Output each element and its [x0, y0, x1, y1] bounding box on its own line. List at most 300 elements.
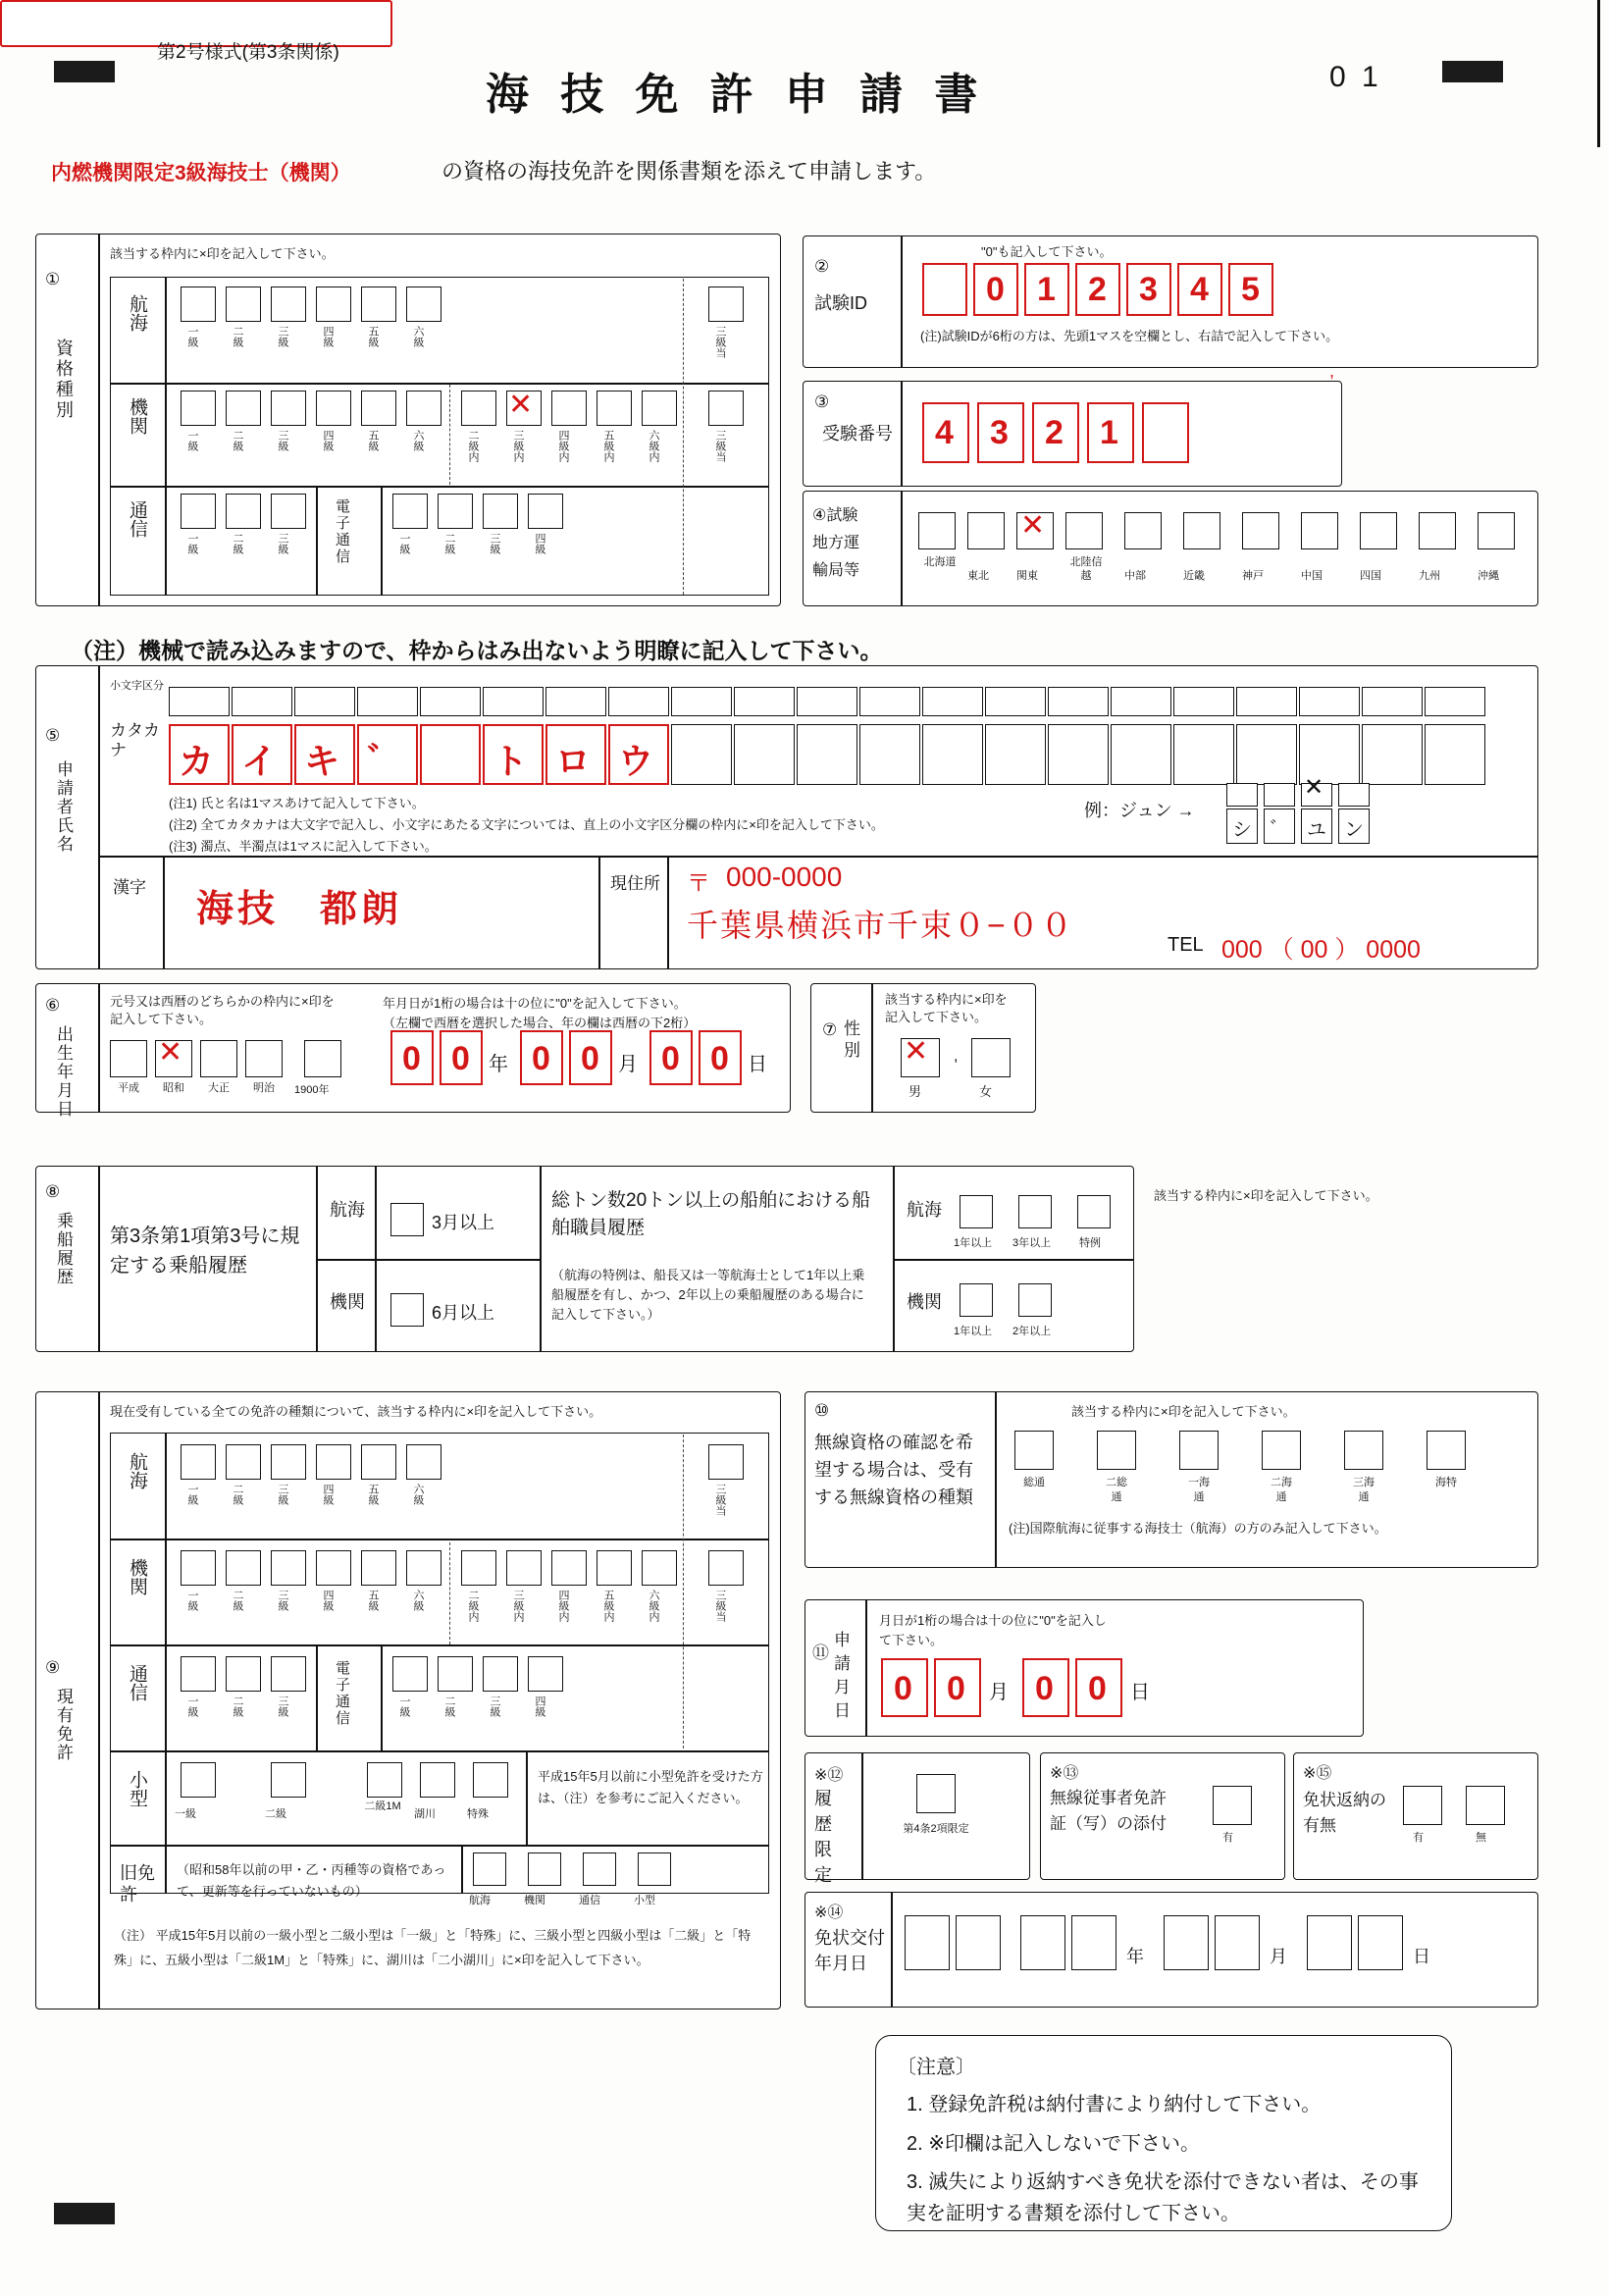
s5-hsep [98, 856, 1538, 858]
s3-value-1: 3 [990, 414, 1009, 451]
s4-opt-label-10: 沖縄 [1478, 570, 1499, 582]
kogaji-cell-3[interactable] [357, 687, 418, 716]
s6-era-label-0: 平成 [118, 1082, 139, 1094]
s5-example-text-2: ユ [1307, 819, 1326, 841]
kogaji-cell-17[interactable] [1236, 687, 1297, 716]
s4-opt-0[interactable] [918, 512, 956, 549]
s1-kokai-grade-5[interactable] [361, 287, 396, 322]
s1-tsushin-grade-1[interactable] [181, 494, 216, 529]
s1-kokai-grade-6[interactable] [406, 287, 441, 322]
s9-kikan-inner-1[interactable] [461, 1550, 496, 1586]
s11-month-unit: 月 [989, 1682, 1009, 1703]
s9-kokai-name: 航海 [127, 1452, 147, 1489]
s8-desc-title: 総トン数20トン以上の船舶における船舶職員履歴 [551, 1190, 871, 1238]
notice-title: 〔注意〕 [897, 2057, 975, 2078]
s9-kikan-inner-2[interactable] [506, 1550, 542, 1586]
s9-tsushin-label-2: 二級 [232, 1696, 243, 1717]
s1-den-sep2 [381, 486, 383, 596]
s9-tsushin-2[interactable] [226, 1656, 261, 1692]
s4-opt-label-4: 中部 [1124, 570, 1146, 582]
s9-kikan-label-4: 四級 [322, 1590, 334, 1611]
s8-row-1-box[interactable] [390, 1293, 424, 1327]
s1-kikan-grade-6[interactable] [406, 391, 441, 426]
s4-opt-label-7: 中国 [1301, 570, 1323, 582]
s3-cell-4[interactable] [1142, 402, 1189, 463]
kogaji-cell-1[interactable] [232, 687, 292, 716]
s9-kogata-sidesep [526, 1750, 528, 1845]
s10-opt-0[interactable] [1014, 1431, 1054, 1470]
katakana-cell-12[interactable] [922, 724, 983, 785]
katakana-value-3: ゛ [367, 741, 403, 781]
s1-den-label-3: 三級 [489, 533, 500, 554]
s1-den-sep [316, 486, 318, 596]
katakana-cell-16[interactable] [1173, 724, 1234, 785]
s5-postal-value: 000-0000 [726, 861, 843, 892]
s1-den-grade-2[interactable] [438, 494, 473, 529]
s8-right-0-label-1: 3年以上 [1012, 1237, 1052, 1249]
s9-kyu-name: 旧免許 [120, 1863, 155, 1905]
s9-kogata-2[interactable] [271, 1762, 306, 1798]
s9-kikan-inner-3[interactable] [551, 1550, 587, 1586]
s1-kikan-extra-box[interactable] [708, 391, 744, 426]
s10-note-bottom: (注)国際航海に従事する海技士（航海）の方のみ記入して下さい。 [1009, 1521, 1387, 1536]
section4-label-1: 地方運 [812, 535, 860, 551]
s9-kokai-label-1: 一級 [186, 1484, 198, 1505]
s8-sep-row [316, 1259, 540, 1261]
s10-opt-label-2: 一海通 [1188, 1477, 1210, 1503]
s6-day-val-0: 0 [661, 1040, 680, 1077]
s5-address-label: 現住所 [610, 874, 660, 893]
s4-opt-label-9: 九州 [1419, 570, 1440, 582]
s9-kogata-1[interactable] [181, 1762, 216, 1798]
s7-opt-label-1: 女 [979, 1084, 993, 1099]
s6-era-3[interactable] [245, 1040, 283, 1077]
s1-kikan-inner-1[interactable] [461, 391, 496, 426]
section8-label: 乗船履歴 [54, 1212, 73, 1286]
s8-row-1-period: 6月以上 [432, 1303, 495, 1323]
section7-div [871, 983, 873, 1113]
s5-kanji-sep [163, 856, 165, 969]
s5-addr-sep [598, 856, 600, 969]
s9-kikan-extra-box[interactable] [708, 1550, 744, 1586]
kogaji-cell-13[interactable] [985, 687, 1046, 716]
s9-kikan-inner-label-1: 二級内 [467, 1590, 479, 1622]
s8-row-0-name: 航海 [330, 1200, 365, 1220]
s15-opt-1[interactable] [1466, 1786, 1505, 1825]
s2-id-value-2: 1 [1037, 271, 1056, 308]
section1-row-sep-2 [110, 486, 769, 488]
s6-month-unit: 月 [618, 1054, 638, 1075]
s9-kyu-kind-label-1: 機関 [524, 1895, 545, 1906]
section2-label: 試験ID [814, 293, 867, 313]
s9-kokai-extra-box[interactable] [708, 1444, 744, 1480]
s1-kokai-extra-box[interactable] [708, 287, 744, 322]
s9-kikan-inner-5[interactable] [642, 1550, 677, 1586]
s9-kogata-4[interactable] [420, 1762, 455, 1798]
s6-era-label-1: 昭和 [163, 1082, 184, 1094]
s9-kyu-kind-2[interactable] [583, 1852, 616, 1886]
section15-label: 免状返納の有無 [1303, 1791, 1386, 1835]
s5-note-3: (注3) 濁点、半濁点は1マスに記入して下さい。 [169, 839, 438, 854]
s2-id-cell-0[interactable] [922, 263, 967, 316]
s14-month-0[interactable] [1164, 1915, 1209, 1970]
section1-inner-frame [110, 277, 769, 596]
s8-right-1-opt-0[interactable] [960, 1283, 993, 1317]
s1-kokai-label-1: 一級 [186, 326, 198, 347]
section12-label: 履歴限定 [814, 1789, 832, 1885]
s1-kikan-inner-label-2: 三級内 [512, 430, 524, 462]
s5-katakana-label: カタカナ [110, 721, 160, 759]
s13-option-label: 有 [1222, 1832, 1233, 1844]
s10-opt-3[interactable] [1262, 1431, 1301, 1470]
kogaji-cell-4[interactable] [420, 687, 481, 716]
s6-day-val-1: 0 [710, 1040, 729, 1077]
s15-opt-0[interactable] [1403, 1786, 1442, 1825]
s1-kikan-label-3: 三級 [277, 430, 288, 451]
s4-opt-label-8: 四国 [1360, 570, 1381, 582]
s6-seireki-label: 1900年 [294, 1084, 330, 1096]
s4-opt-8[interactable] [1360, 512, 1397, 549]
katakana-cell-9[interactable] [734, 724, 795, 785]
s9-den-label-4: 四級 [534, 1696, 545, 1717]
s9-kogata-3[interactable] [367, 1762, 402, 1798]
s1-kikan-grade-1[interactable] [181, 391, 216, 426]
kogaji-cell-9[interactable] [734, 687, 795, 716]
section1-name-col-sep [165, 277, 167, 596]
katakana-value-1: イ [241, 741, 278, 781]
s8-right-row-1-name: 機関 [907, 1292, 942, 1312]
s1-kokai-grade-4[interactable] [316, 287, 351, 322]
s1-den-label-1: 一級 [398, 533, 410, 554]
s1-kikan-grade-5[interactable] [361, 391, 396, 426]
s9-tsushin-3[interactable] [271, 1656, 306, 1692]
section10-no: ⑩ [814, 1401, 830, 1420]
s1-den-grade-4[interactable] [528, 494, 563, 529]
notice-item-2: 2. ※印欄は記入しないで下さい。 [907, 2133, 1200, 2155]
s1-kikan-extra-label: 三級当 [714, 430, 726, 462]
s10-opt-4[interactable] [1344, 1431, 1383, 1470]
s9-den-2[interactable] [438, 1656, 473, 1692]
kogaji-cell-10[interactable] [797, 687, 857, 716]
s1-kokai-label-3: 三級 [277, 326, 288, 347]
s7-opt-0-xmark: ✕ [904, 1035, 929, 1068]
katakana-value-2: キ [304, 741, 340, 781]
s1-kikan-inner-4[interactable] [597, 391, 632, 426]
s1-den-label-4: 四級 [534, 533, 545, 554]
kogaji-cell-6[interactable] [545, 687, 606, 716]
s1-kikan-inner-3[interactable] [551, 391, 587, 426]
s4-opt-6[interactable] [1242, 512, 1279, 549]
s9-kikan-inner-4[interactable] [597, 1550, 632, 1586]
machine-note: （注）機械で読み込みますので、枠からはみ出ないよう明瞭に記入して下さい。 [71, 638, 883, 663]
s9-kikan-inner-label-2: 三級内 [512, 1590, 524, 1622]
s11-note: 月日が1桁の場合は十の位に"0"を記入して下さい。 [879, 1613, 1107, 1647]
kogaji-cell-11[interactable] [859, 687, 920, 716]
s9-kokai-label-4: 四級 [322, 1484, 334, 1505]
s8-right-0-opt-1[interactable] [1018, 1195, 1052, 1228]
s5-example-label: 例：ジュン → [1084, 801, 1195, 820]
s9-kogata-5[interactable] [473, 1762, 508, 1798]
s15-opt-label-0: 有 [1413, 1832, 1424, 1844]
s10-opt-2[interactable] [1179, 1431, 1219, 1470]
s8-right-0-opt-2[interactable] [1077, 1195, 1111, 1228]
s9-kikan-label-2: 二級 [232, 1590, 243, 1611]
section9-label: 現有免許 [54, 1688, 73, 1762]
katakana-cell-8[interactable] [671, 724, 732, 785]
s9-kokai-6[interactable] [406, 1444, 441, 1480]
section9-no: ⑨ [45, 1658, 61, 1677]
s9-kokai-5[interactable] [361, 1444, 396, 1480]
kogaji-cell-0[interactable] [169, 687, 230, 716]
s11-day-val-0: 0 [1035, 1670, 1054, 1707]
s1-kikan-grade-2[interactable] [226, 391, 261, 426]
s9-kyu-kind-label-3: 小型 [634, 1895, 655, 1906]
s9-kikan-4[interactable] [316, 1550, 351, 1586]
kogaji-cell-18[interactable] [1299, 687, 1360, 716]
s1-den-grade-1[interactable] [392, 494, 428, 529]
s8-sep-2 [375, 1166, 377, 1352]
section14-no: ※⑭ [814, 1905, 844, 1921]
kogaji-cell-12[interactable] [922, 687, 983, 716]
s1-kikan-label-1: 一級 [186, 430, 198, 451]
section1-divider [98, 234, 100, 606]
s10-opt-5[interactable] [1427, 1431, 1466, 1470]
section1-no: ① [45, 270, 61, 288]
s9-kyu-desc: （昭和58年以前の甲・乙・丙種等の資格であって、更新等を行っていないもの） [177, 1862, 446, 1899]
s7-opt-1[interactable] [971, 1038, 1011, 1077]
s9-den-label-3: 三級 [489, 1696, 500, 1717]
s10-opt-label-3: 二海通 [1271, 1477, 1292, 1503]
s9-kikan-label-6: 六級 [412, 1590, 424, 1611]
s4-opt-3[interactable] [1065, 512, 1103, 549]
s1-tsushin-grade-3[interactable] [271, 494, 306, 529]
s1-row-kikan-name: 機関 [127, 397, 147, 435]
s9-kyu-kind-1[interactable] [528, 1852, 561, 1886]
kogaji-cell-2[interactable] [294, 687, 355, 716]
s1-kokai-label-4: 四級 [322, 326, 334, 347]
form-code: 第2号様式(第3条関係) [157, 42, 339, 63]
s14-year-3[interactable] [1071, 1915, 1116, 1970]
s4-opt-2-xmark: ✕ [1020, 509, 1046, 542]
s6-era-0[interactable] [110, 1040, 147, 1077]
section4-div [901, 491, 903, 606]
section3-no: ③ [814, 392, 830, 411]
s8-right-0-label-0: 1年以上 [954, 1237, 993, 1249]
s9-kogata-side-note: 平成15年5月以前に小型免許を受けた方は、（注）を参考にご記入ください。 [538, 1769, 763, 1805]
s9-kyu-kind-0[interactable] [473, 1852, 506, 1886]
s8-right-row-0-name: 航海 [907, 1200, 942, 1220]
s14-month-1[interactable] [1215, 1915, 1260, 1970]
s8-sep-right-row [893, 1259, 1134, 1261]
s9-kokai-4[interactable] [316, 1444, 351, 1480]
s1-tsushin-grade-2[interactable] [226, 494, 261, 529]
s14-day-0[interactable] [1307, 1915, 1352, 1970]
s8-right-0-label-2: 特例 [1079, 1237, 1101, 1249]
section1-label: 資格種別 [54, 339, 74, 421]
katakana-value-6: ロ [555, 741, 592, 781]
s1-den-grade-3[interactable] [483, 494, 518, 529]
s9-kikan-label-5: 五級 [367, 1590, 379, 1611]
s9-note: 現在受有している全ての免許の種類について、該当する枠内に×印を記入して下さい。 [110, 1404, 602, 1419]
katakana-cell-17[interactable] [1236, 724, 1297, 785]
section2-no: ② [814, 257, 830, 276]
s1-tsushin-label-2: 二級 [232, 533, 243, 554]
katakana-value-7: ウ [618, 741, 654, 781]
s9-kikan-5[interactable] [361, 1550, 396, 1586]
s12-box[interactable] [916, 1774, 956, 1813]
kogaji-cell-8[interactable] [671, 687, 732, 716]
s7-separator: , [954, 1048, 959, 1065]
s4-opt-7[interactable] [1301, 512, 1338, 549]
s14-year-2[interactable] [1020, 1915, 1065, 1970]
s8-desc-note: （航海の特例は、船長又は一等航海士として1年以上乗船履歴を有し、かつ、2年以上の乗船履歴のある場合に記入して下さい。） [551, 1268, 865, 1322]
s1-kikan-inner-2-xmark: ✕ [508, 389, 534, 421]
s8-right-0-opt-0[interactable] [960, 1195, 993, 1228]
section14-label: 免状交付年月日 [814, 1928, 885, 1973]
s1-kokai-label-2: 二級 [232, 326, 243, 347]
s4-opt-label-0: 北海道 [923, 556, 957, 568]
s1-row-tsushin-name: 通信 [127, 500, 147, 538]
kogaji-cell-19[interactable] [1362, 687, 1423, 716]
s6-year-unit: 年 [489, 1054, 508, 1075]
s14-month-unit: 月 [1270, 1947, 1287, 1966]
katakana-cell-4[interactable] [420, 724, 481, 785]
kogaji-cell-14[interactable] [1048, 687, 1109, 716]
s1-tsushin-label-1: 一級 [186, 533, 198, 554]
section11-div [865, 1599, 867, 1737]
s5-addr-sep2 [667, 856, 669, 969]
kogaji-cell-7[interactable] [608, 687, 669, 716]
s5-example-kogaji-0[interactable] [1226, 783, 1258, 807]
s9-kokai-3[interactable] [271, 1444, 306, 1480]
s1-kikan-grade-4[interactable] [316, 391, 351, 426]
katakana-cell-13[interactable] [985, 724, 1046, 785]
s9-kokai-label-6: 六級 [412, 1484, 424, 1505]
s10-opt-1[interactable] [1097, 1431, 1136, 1470]
s9-kyu-kind-3[interactable] [638, 1852, 671, 1886]
s9-kikan-label-1: 一級 [186, 1590, 198, 1611]
s4-opt-10[interactable] [1478, 512, 1515, 549]
katakana-cell-20[interactable] [1425, 724, 1485, 785]
s6-era-label-3: 明治 [253, 1082, 275, 1094]
s15-opt-label-1: 無 [1476, 1832, 1486, 1844]
s1-kokai-grade-2[interactable] [226, 287, 261, 322]
s4-opt-1[interactable] [967, 512, 1005, 549]
katakana-cell-10[interactable] [797, 724, 857, 785]
s9-kikan-6[interactable] [406, 1550, 441, 1586]
s9-kyu-sep [461, 1845, 463, 1894]
s3-value-0: 4 [935, 414, 954, 451]
s9-kokai-2[interactable] [226, 1444, 261, 1480]
s4-opt-4[interactable] [1124, 512, 1162, 549]
s9-kikan-inner-label-4: 五級内 [602, 1590, 614, 1622]
s9-den-1[interactable] [392, 1656, 428, 1692]
s9-tsushin-1[interactable] [181, 1656, 216, 1692]
s4-opt-5[interactable] [1183, 512, 1220, 549]
s10-opt-label-4: 三海通 [1353, 1477, 1375, 1503]
kogaji-cell-20[interactable] [1425, 687, 1485, 716]
section4-label-2: 輸局等 [812, 562, 860, 579]
s1-kokai-grade-1[interactable] [181, 287, 216, 322]
s9-kikan-label-3: 三級 [277, 1590, 288, 1611]
s9-kokai-1[interactable] [181, 1444, 216, 1480]
section6-no: ⑥ [45, 996, 61, 1015]
s4-opt-label-6: 神戸 [1242, 570, 1264, 582]
s1-kikan-inner-label-4: 五級内 [602, 430, 614, 462]
section2-div [901, 235, 903, 368]
s9-kogata-label-4: 湖川 [414, 1808, 436, 1820]
apply-sentence: の資格の海技免許を関係書類を添えて申請します。 [441, 159, 937, 183]
section2-note-bottom: (注)試験IDが6桁の方は、先頭1マスを空欄とし、右詰で記入して下さい。 [920, 329, 1339, 343]
s9-kikan-1[interactable] [181, 1550, 216, 1586]
katakana-cell-19[interactable] [1362, 724, 1423, 785]
s9-den-4[interactable] [528, 1656, 563, 1692]
section4-no: ④試験 [812, 507, 858, 524]
section5-no: ⑤ [45, 726, 61, 745]
kogaji-cell-5[interactable] [483, 687, 544, 716]
s5-tel-label: TEL [1168, 934, 1204, 956]
s9-den-sep2 [381, 1644, 383, 1750]
s6-era-2[interactable] [200, 1040, 237, 1077]
section10-div [995, 1391, 997, 1568]
section3-div [901, 381, 903, 487]
s9-tsushin-label-1: 一級 [186, 1696, 198, 1717]
s9-footnote: （注） 平成15年5月以前の一級小型と二級小型は「一級」と「特殊」に、三級小型と四級小型は「二級」と「特殊」に、五級小型は「二級1M」と「特殊」に、湖川は「二小湖川」に×印を記入して下さい。 [114, 1928, 752, 1967]
s5-note-2: (注2) 全てカタカナは大文字で記入し、小文字にあたる文字については、直上の小文字区分欄の枠内に×印を記入して下さい。 [169, 817, 884, 832]
s9-kikan-2[interactable] [226, 1550, 261, 1586]
s5-example-kogaji-1[interactable] [1264, 783, 1295, 807]
s5-example-text-3: ン [1344, 819, 1364, 841]
s6-seireki-box[interactable] [304, 1040, 341, 1077]
katakana-value-0: カ [179, 741, 215, 781]
katakana-cell-14[interactable] [1048, 724, 1109, 785]
s14-year-0[interactable] [905, 1915, 950, 1970]
s1-kikan-inner-5[interactable] [642, 391, 677, 426]
s10-note-top: 該当する枠内に×印を記入して下さい。 [1071, 1404, 1296, 1419]
s8-row-0-box[interactable] [390, 1203, 424, 1236]
s9-den-3[interactable] [483, 1656, 518, 1692]
section8-div [98, 1166, 100, 1352]
s14-day-1[interactable] [1358, 1915, 1403, 1970]
s5-example-kogaji-3[interactable] [1338, 783, 1370, 807]
s9-rsep-2 [110, 1644, 769, 1646]
s8-main-text: 第3条第1項第3号に規定する乗船履歴 [110, 1226, 300, 1277]
s9-rsep-1 [110, 1539, 769, 1540]
katakana-cell-11[interactable] [859, 724, 920, 785]
s8-right-1-opt-1[interactable] [1018, 1283, 1052, 1317]
s13-box[interactable] [1213, 1786, 1252, 1825]
katakana-cell-15[interactable] [1111, 724, 1171, 785]
s1-kikan-label-2: 二級 [232, 430, 243, 451]
s9-kogata-label-2: 二級 [265, 1808, 286, 1820]
s14-year-1[interactable] [956, 1915, 1001, 1970]
section10-label: 無線資格の確認を希望する場合は、受有する無線資格の種類 [814, 1433, 973, 1507]
s1-kikan-grade-3[interactable] [271, 391, 306, 426]
s4-opt-9[interactable] [1419, 512, 1456, 549]
s1-kokai-label-6: 六級 [412, 326, 424, 347]
kogaji-cell-16[interactable] [1173, 687, 1234, 716]
s5-example-kogaji-2-xmark: ✕ [1304, 774, 1324, 801]
s9-kikan-3[interactable] [271, 1550, 306, 1586]
s6-note-3: （左欄で西暦を選択した場合、年の欄は西暦の下2桁） [383, 1016, 697, 1030]
kogaji-cell-15[interactable] [1111, 687, 1171, 716]
s5-kogaji-label: 小文字区分 [110, 680, 164, 692]
s11-month-val-1: 0 [947, 1670, 965, 1707]
s1-kokai-grade-3[interactable] [271, 287, 306, 322]
register-mark-bottom-left [54, 2203, 115, 2224]
s6-month-val-0: 0 [532, 1040, 550, 1077]
section6-div [98, 983, 100, 1113]
